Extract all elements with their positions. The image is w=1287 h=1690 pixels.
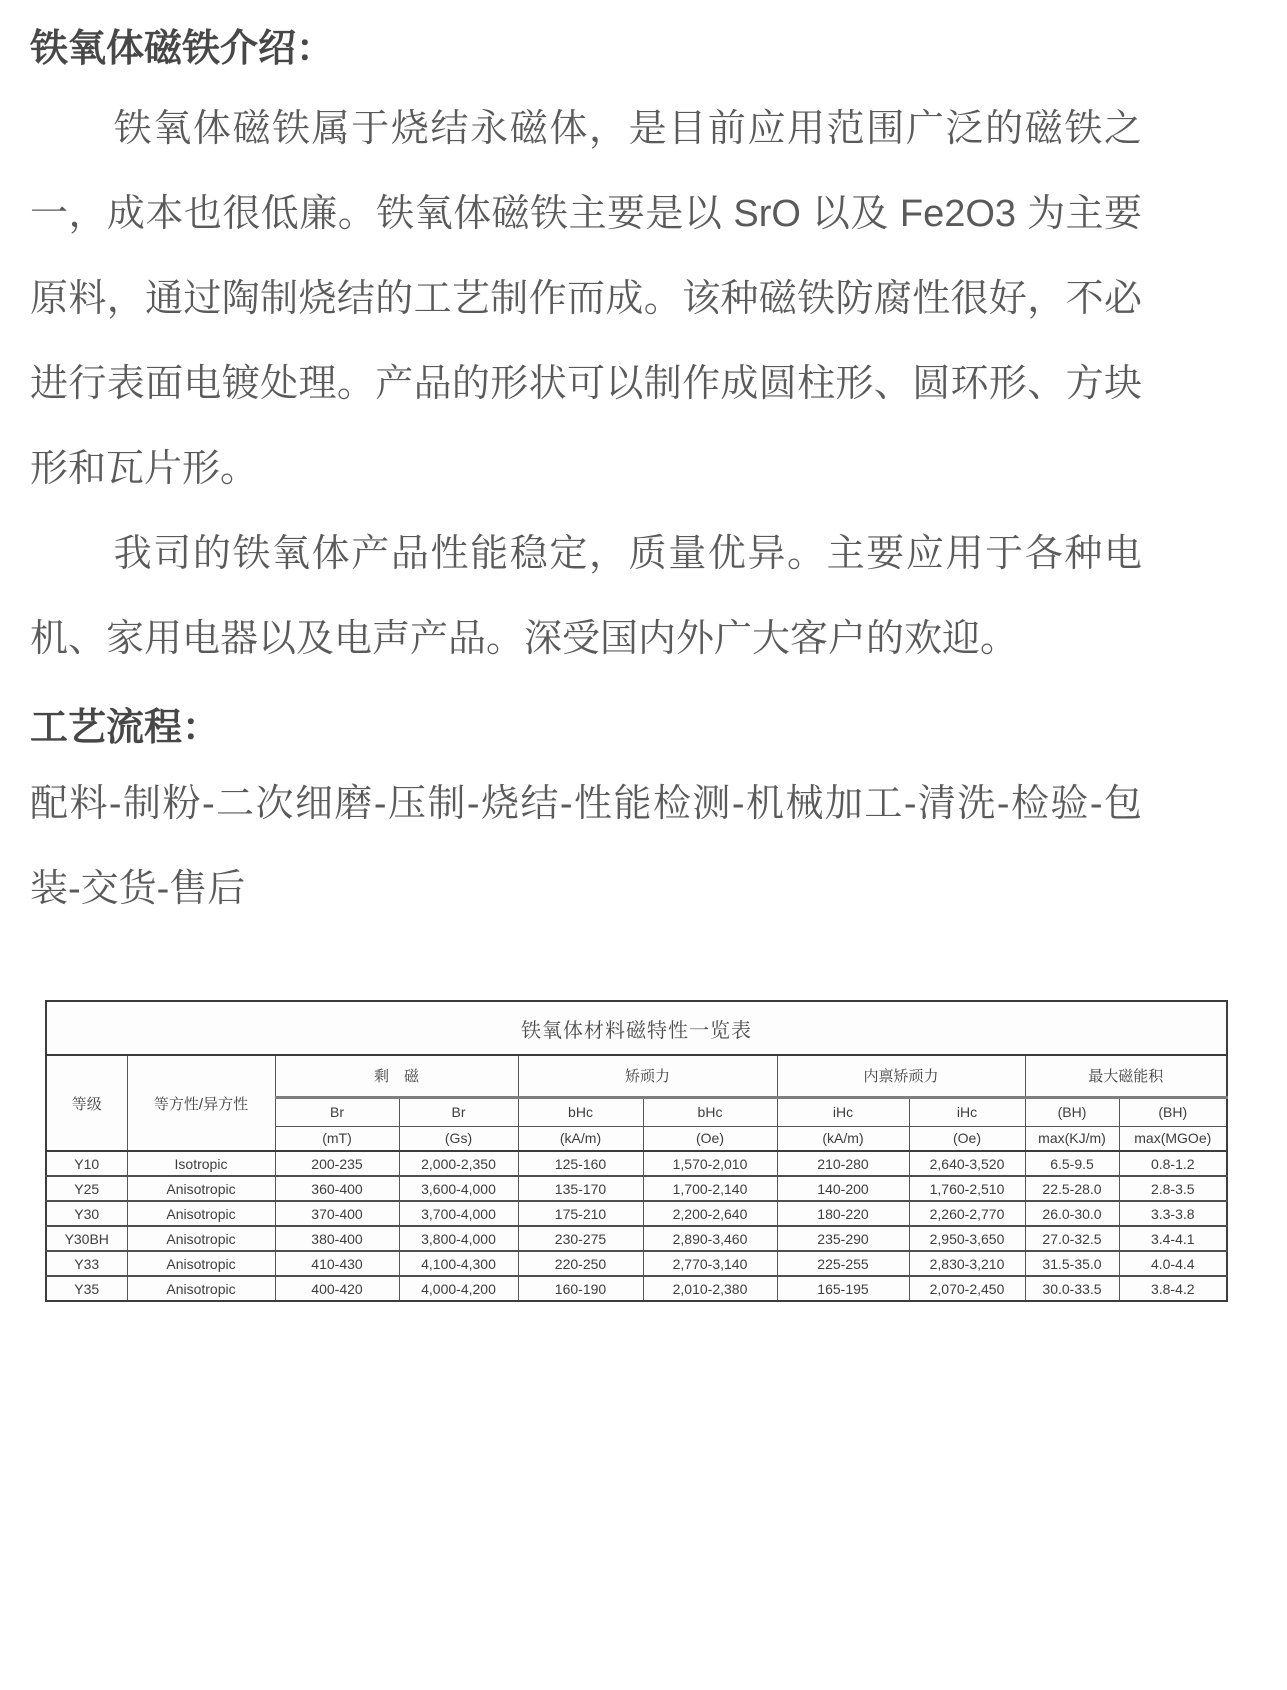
- isotropy-cell: Anisotropic: [127, 1226, 275, 1251]
- isotropy-cell: Anisotropic: [127, 1176, 275, 1201]
- table-cell: 31.5-35.0: [1025, 1251, 1119, 1276]
- table-cell: 3,800-4,000: [399, 1226, 518, 1251]
- table-cell: 22.5-28.0: [1025, 1176, 1119, 1201]
- table-cell: 125-160: [518, 1151, 643, 1176]
- table-cell: 2,950-3,650: [909, 1226, 1025, 1251]
- table-cell: 4.0-4.4: [1119, 1251, 1227, 1276]
- symbol-cell: Br: [399, 1097, 518, 1126]
- table-row: [46, 1251, 1227, 1276]
- intro-paragraph-1: 铁氧体磁铁属于烧结永磁体，是目前应用范围广泛的磁铁之一，成本也很低廉。铁氧体磁铁主要是以 SrO 以及 Fe2O3 为主要原料，通过陶制烧结的工艺制作而成。该种磁铁防腐性很好，不必进行表面电镀处理。产品的形状可以制作成圆柱形、圆环形、方块形和瓦片形。: [30, 108, 1142, 490]
- table-title: 铁氧体材料磁特性一览表: [46, 1001, 1227, 1055]
- table-cell: 2,200-2,640: [643, 1201, 777, 1226]
- col-group-coercivity: 矫顽力: [518, 1055, 777, 1097]
- table-row: [46, 1151, 1227, 1176]
- table-cell: 2,890-3,460: [643, 1226, 777, 1251]
- table-cell: 2,260-2,770: [909, 1201, 1025, 1226]
- symbol-cell: Br: [275, 1097, 399, 1126]
- grade-cell: Y35: [46, 1276, 127, 1301]
- grade-cell: Y30: [46, 1201, 127, 1226]
- table-cell: 200-235: [275, 1151, 399, 1176]
- table-title-row: [46, 1001, 1227, 1055]
- table-group-header-row: [46, 1055, 1227, 1097]
- table-cell: 2,830-3,210: [909, 1251, 1025, 1276]
- table-cell: 2,640-3,520: [909, 1151, 1025, 1176]
- table-cell: 3,600-4,000: [399, 1176, 518, 1201]
- table-cell: 27.0-32.5: [1025, 1226, 1119, 1251]
- table-cell: 2.8-3.5: [1119, 1176, 1227, 1201]
- isotropy-cell: Anisotropic: [127, 1251, 275, 1276]
- symbol-cell: (BH): [1025, 1097, 1119, 1126]
- symbol-cell: bHc: [643, 1097, 777, 1126]
- table-cell: 0.8-1.2: [1119, 1151, 1227, 1176]
- isotropy-cell: Anisotropic: [127, 1201, 275, 1226]
- col-group-intrinsic-coercivity: 内禀矫顽力: [777, 1055, 1025, 1097]
- symbol-cell: iHc: [777, 1097, 909, 1126]
- symbol-cell: iHc: [909, 1097, 1025, 1126]
- table-cell: 165-195: [777, 1276, 909, 1301]
- col-header-isotropy: 等方性/异方性: [127, 1055, 275, 1151]
- table-cell: 6.5-9.5: [1025, 1151, 1119, 1176]
- table-cell: 2,070-2,450: [909, 1276, 1025, 1301]
- unit-cell: max(MGOe): [1119, 1126, 1227, 1151]
- unit-cell: (Oe): [643, 1126, 777, 1151]
- table-cell: 2,770-3,140: [643, 1251, 777, 1276]
- symbol-cell: bHc: [518, 1097, 643, 1126]
- table-cell: 3.8-4.2: [1119, 1276, 1227, 1301]
- table-cell: 3,700-4,000: [399, 1201, 518, 1226]
- table-cell: 140-200: [777, 1176, 909, 1201]
- isotropy-cell: Isotropic: [127, 1151, 275, 1176]
- table-cell: 30.0-33.5: [1025, 1276, 1119, 1301]
- table-row: [46, 1201, 1227, 1226]
- symbol-cell: (BH): [1119, 1097, 1227, 1126]
- table-cell: 3.3-3.8: [1119, 1201, 1227, 1226]
- grade-cell: Y33: [46, 1251, 127, 1276]
- unit-cell: max(KJ/m): [1025, 1126, 1119, 1151]
- ferrite-spec-table: [45, 1000, 1228, 1302]
- table-cell: 26.0-30.0: [1025, 1201, 1119, 1226]
- table-cell: 225-255: [777, 1251, 909, 1276]
- table-cell: 360-400: [275, 1176, 399, 1201]
- table-cell: 400-420: [275, 1276, 399, 1301]
- table-cell: 220-250: [518, 1251, 643, 1276]
- isotropy-cell: Anisotropic: [127, 1276, 275, 1301]
- table-cell: 135-170: [518, 1176, 643, 1201]
- table-cell: 210-280: [777, 1151, 909, 1176]
- table-cell: 3.4-4.1: [1119, 1226, 1227, 1251]
- intro-paragraph-2: 我司的铁氧体产品性能稳定，质量优异。主要应用于各种电机、家用电器以及电声产品。深受国内外广大客户的欢迎。: [30, 533, 1142, 660]
- table-cell: 1,570-2,010: [643, 1151, 777, 1176]
- process-flow-text: 配料-制粉-二次细磨-压制-烧结-性能检测-机械加工-清洗-检验-包装-交货-售后: [30, 783, 1142, 910]
- table-cell: 235-290: [777, 1226, 909, 1251]
- table-cell: 2,010-2,380: [643, 1276, 777, 1301]
- table-row: [46, 1226, 1227, 1251]
- table-cell: 1,700-2,140: [643, 1176, 777, 1201]
- table-cell: 410-430: [275, 1251, 399, 1276]
- unit-cell: (mT): [275, 1126, 399, 1151]
- table-cell: 175-210: [518, 1201, 643, 1226]
- table-cell: 2,000-2,350: [399, 1151, 518, 1176]
- process-heading: 工艺流程：: [30, 707, 221, 749]
- col-group-remanence: 剩 磁: [275, 1055, 518, 1097]
- table-cell: 4,100-4,300: [399, 1251, 518, 1276]
- table-cell: 380-400: [275, 1226, 399, 1251]
- grade-cell: Y30BH: [46, 1226, 127, 1251]
- table-cell: 230-275: [518, 1226, 643, 1251]
- table-row: [46, 1276, 1227, 1301]
- table-cell: 370-400: [275, 1201, 399, 1226]
- table-cell: 1,760-2,510: [909, 1176, 1025, 1201]
- table-cell: 4,000-4,200: [399, 1276, 518, 1301]
- table-cell: 180-220: [777, 1201, 909, 1226]
- intro-heading: 铁氧体磁铁介绍：: [30, 28, 335, 70]
- col-header-grade: 等级: [46, 1055, 127, 1151]
- unit-cell: (Gs): [399, 1126, 518, 1151]
- unit-cell: (kA/m): [518, 1126, 643, 1151]
- col-group-max-energy-product: 最大磁能积: [1025, 1055, 1227, 1097]
- unit-cell: (Oe): [909, 1126, 1025, 1151]
- unit-cell: (kA/m): [777, 1126, 909, 1151]
- grade-cell: Y10: [46, 1151, 127, 1176]
- table-row: [46, 1176, 1227, 1201]
- table-cell: 160-190: [518, 1276, 643, 1301]
- grade-cell: Y25: [46, 1176, 127, 1201]
